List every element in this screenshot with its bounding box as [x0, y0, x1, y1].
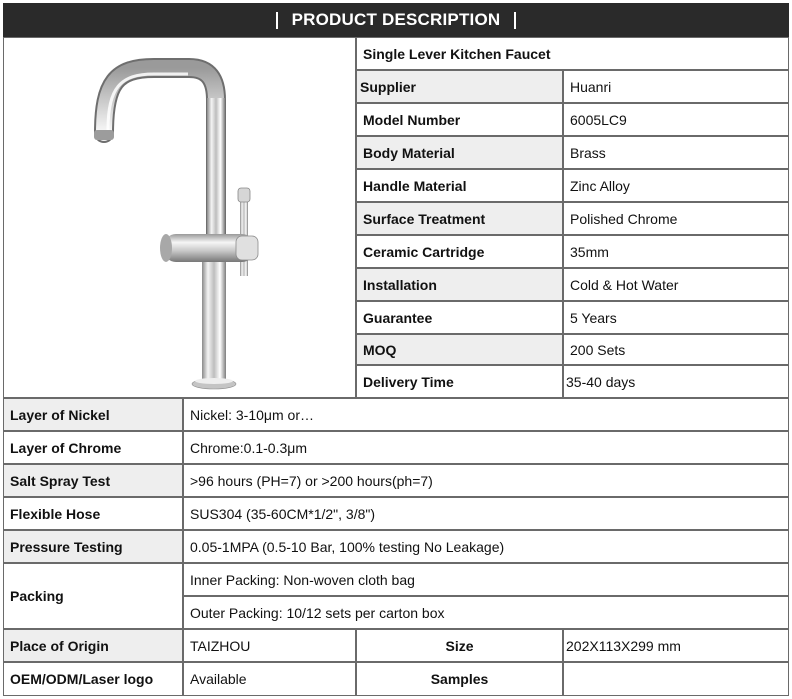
spec-value-ceramic-cartridge: 35mm	[563, 235, 789, 268]
spec-label-handle-material: Handle Material	[356, 169, 563, 202]
detail-value-pressure-testing: 0.05-1MPA (0.5-10 Bar, 100% testing No Leakage)	[183, 530, 789, 563]
origin-label: Place of Origin	[3, 629, 183, 662]
spec-label-body-material: Body Material	[356, 136, 563, 169]
packing-label: Packing	[3, 563, 183, 629]
spec-label-supplier: Supplier	[356, 70, 563, 103]
spec-label-surface-treatment: Surface Treatment	[356, 202, 563, 235]
packing-outer: Outer Packing: 10/12 sets per carton box	[183, 596, 789, 629]
detail-label-nickel: Layer of Nickel	[3, 398, 183, 431]
spec-label-installation: Installation	[356, 268, 563, 301]
detail-value-chrome: Chrome:0.1-0.3μm	[183, 431, 789, 464]
header-divider-right	[514, 12, 516, 29]
spec-label-delivery-time: Delivery Time	[356, 365, 563, 398]
detail-value-nickel: Nickel: 3-10μm or…	[183, 398, 789, 431]
oem-label: OEM/ODM/Laser logo	[3, 662, 183, 696]
header-divider-left	[276, 12, 278, 29]
packing-inner: Inner Packing: Non-woven cloth bag	[183, 563, 789, 596]
spec-value-model-number: 6005LC9	[563, 103, 789, 136]
spec-value-handle-material: Zinc Alloy	[563, 169, 789, 202]
faucet-image	[4, 38, 355, 397]
spec-value-guarantee: 5 Years	[563, 301, 789, 334]
spec-label-guarantee: Guarantee	[356, 301, 563, 334]
spec-label-moq: MOQ	[356, 334, 563, 365]
detail-value-salt-spray: >96 hours (PH=7) or >200 hours(ph=7)	[183, 464, 789, 497]
spec-value-surface-treatment: Polished Chrome	[563, 202, 789, 235]
product-image-cell	[3, 37, 356, 398]
detail-label-salt-spray: Salt Spray Test	[3, 464, 183, 497]
spec-value-supplier: Huanri	[563, 70, 789, 103]
origin-value: TAIZHOU	[183, 629, 356, 662]
detail-label-flexible-hose: Flexible Hose	[3, 497, 183, 530]
detail-label-chrome: Layer of Chrome	[3, 431, 183, 464]
detail-value-flexible-hose: SUS304 (35-60CM*1/2", 3/8")	[183, 497, 789, 530]
detail-label-pressure-testing: Pressure Testing	[3, 530, 183, 563]
oem-value: Available	[183, 662, 356, 696]
spec-label-ceramic-cartridge: Ceramic Cartridge	[356, 235, 563, 268]
samples-label: Samples	[356, 662, 563, 696]
spec-value-moq: 200 Sets	[563, 334, 789, 365]
spec-value-delivery-time: 35-40 days	[563, 365, 789, 398]
product-name: Single Lever Kitchen Faucet	[356, 37, 789, 70]
section-header	[3, 3, 789, 37]
size-label: Size	[356, 629, 563, 662]
header-title: PRODUCT DESCRIPTION	[291, 10, 501, 29]
samples-value	[563, 662, 789, 696]
spec-value-installation: Cold & Hot Water	[563, 268, 789, 301]
size-value: 202X113X299 mm	[563, 629, 789, 662]
spec-value-body-material: Brass	[563, 136, 789, 169]
spec-label-model-number: Model Number	[356, 103, 563, 136]
